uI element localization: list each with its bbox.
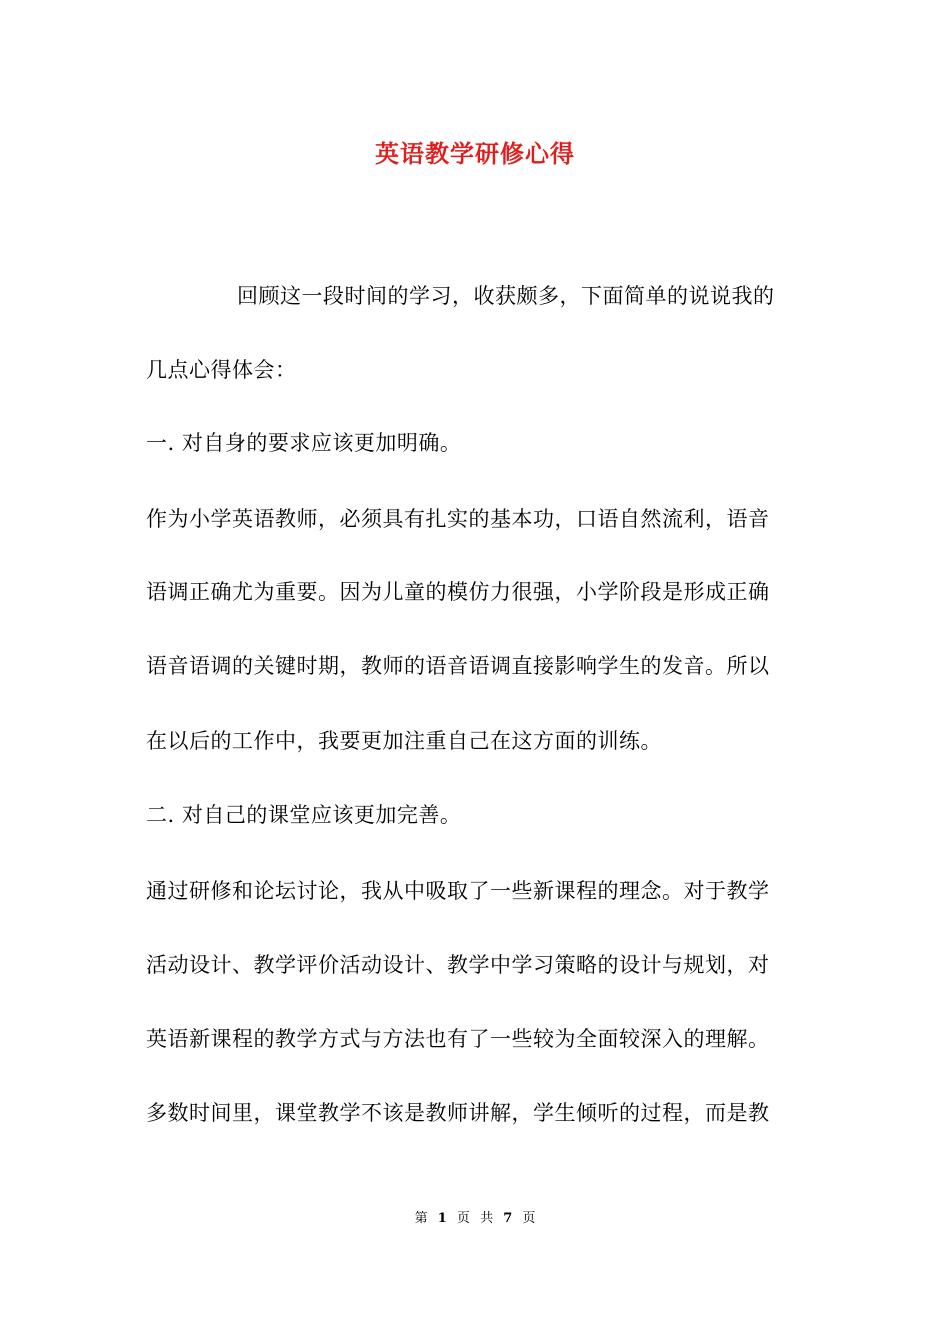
paragraph-line: 语音语调的关键时期，教师的语音语调直接影响学生的发音。所以: [146, 654, 770, 678]
paragraph-line: 在以后的工作中，我要更加注重自己在这方面的训练。: [146, 729, 662, 753]
footer-suffix: 页: [522, 1211, 536, 1226]
paragraph-line: 通过研修和论坛讨论，我从中吸取了一些新课程的理念。对于教学: [146, 879, 770, 903]
paragraph-line: 英语新课程的教学方式与方法也有了一些较为全面较深入的理解。: [146, 1027, 770, 1051]
paragraph-line: 几点心得体会：: [146, 358, 297, 382]
paragraph-line: 语调正确尤为重要。因为儿童的模仿力很强，小学阶段是形成正确: [146, 580, 770, 604]
footer-current-page: 1: [437, 1211, 447, 1226]
page-footer: [0, 1209, 950, 1229]
document-title: 英语教学研修心得: [375, 139, 575, 168]
footer-page-word: 页: [456, 1211, 470, 1226]
footer-total-pages: 7: [503, 1211, 513, 1226]
paragraph-line: 回顾这一段时间的学习，收获颇多，下面简单的说说我的: [237, 284, 775, 308]
footer-total-word: 共: [480, 1211, 494, 1226]
section-heading: 一. 对自身的要求应该更加明确。: [146, 431, 462, 455]
paragraph-line: 活动设计、教学评价活动设计、教学中学习策略的设计与规划，对: [146, 953, 770, 977]
paragraph-line: 多数时间里，课堂教学不该是教师讲解，学生倾听的过程，而是教: [146, 1101, 770, 1125]
section-heading: 二. 对自己的课堂应该更加完善。: [146, 803, 462, 827]
footer-prefix: 第: [414, 1211, 428, 1226]
paragraph-line: 作为小学英语教师，必须具有扎实的基本功，口语自然流利，语音: [146, 507, 770, 531]
